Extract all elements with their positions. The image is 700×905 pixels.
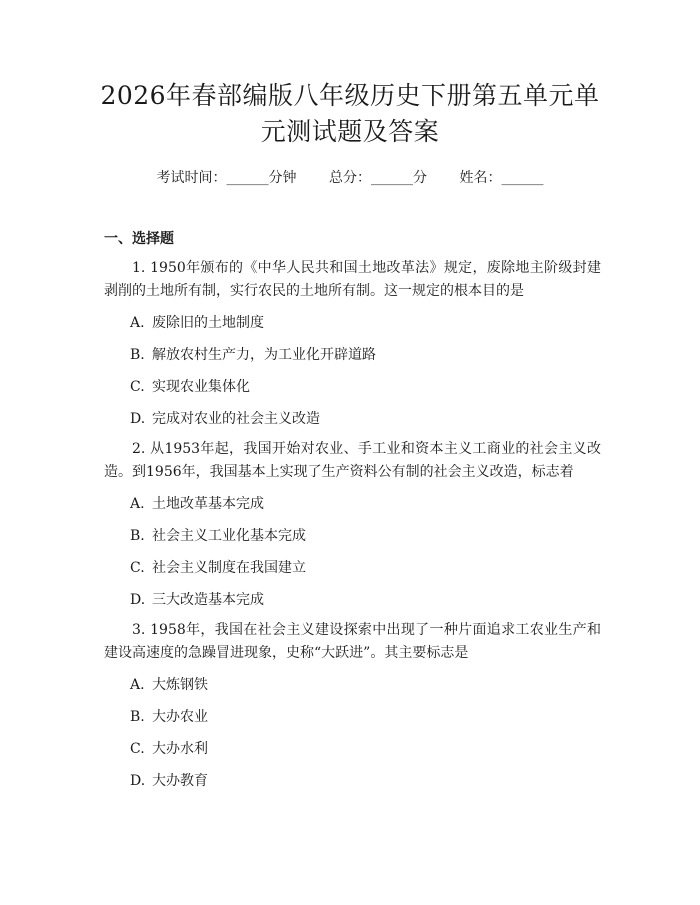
question-text: 从1953年起，我国开始对农业、手工业和资本主义工商业的社会主义改造。到1956年，我国基本上实现了生产资料公有制的社会主义改造，标志着 <box>104 441 601 480</box>
question-3-option-c <box>130 739 208 759</box>
option-text: 土地改革基本完成 <box>152 496 264 512</box>
question-3-option-d <box>130 771 208 791</box>
section-heading-multiple-choice: 一、选择题 <box>104 231 174 247</box>
option-letter: D. <box>130 592 146 608</box>
option-letter: D. <box>130 773 146 789</box>
exam-meta <box>0 168 700 188</box>
option-letter: D. <box>130 411 146 427</box>
option-letter: B. <box>130 709 145 725</box>
option-letter: C. <box>130 560 145 576</box>
option-text: 大办农业 <box>152 709 208 725</box>
option-letter: A. <box>130 677 145 693</box>
question-1 <box>104 257 601 303</box>
option-text: 社会主义制度在我国建立 <box>152 560 306 576</box>
question-1-option-b <box>130 345 376 365</box>
option-text: 三大改造基本完成 <box>152 592 264 608</box>
question-3 <box>104 619 601 665</box>
option-text: 废除旧的土地制度 <box>152 315 264 331</box>
question-2-option-c <box>130 558 306 578</box>
question-1-option-c <box>130 377 250 397</box>
question-2 <box>104 438 601 484</box>
question-number: 3. <box>132 622 146 638</box>
option-text: 大办教育 <box>152 773 208 789</box>
question-number: 2. <box>132 441 146 457</box>
option-text: 社会主义工业化基本完成 <box>152 528 306 544</box>
question-2-option-a <box>130 494 264 514</box>
option-letter: C. <box>130 741 145 757</box>
question-3-option-b <box>130 707 208 727</box>
question-number: 1. <box>132 260 146 276</box>
student-name-label: 姓名：______ <box>459 170 544 186</box>
option-letter: A. <box>130 496 145 512</box>
option-text: 完成对农业的社会主义改造 <box>152 411 320 427</box>
question-text: 1958年，我国在社会主义建设探索中出现了一种片面追求工农业生产和建设高速度的急躁冒进现象，史称“大跃进”。其主要标志是 <box>104 622 601 661</box>
question-1-option-d <box>130 409 320 429</box>
option-text: 大炼钢铁 <box>152 677 208 693</box>
option-text: 解放农村生产力，为工业化开辟道路 <box>152 347 376 363</box>
option-letter: C. <box>130 379 145 395</box>
question-2-option-b <box>130 526 306 546</box>
document-title: 2026年春部编版八年级历史下册第五单元单元测试题及答案 <box>100 81 600 146</box>
option-letter: B. <box>130 528 145 544</box>
question-3-option-a <box>130 675 208 695</box>
total-score-label: 总分：______分 <box>329 170 427 186</box>
option-text: 实现农业集体化 <box>152 379 250 395</box>
option-text: 大办水利 <box>152 741 208 757</box>
exam-time-label: 考试时间：______分钟 <box>156 170 297 186</box>
question-text: 1950年颁布的《中华人民共和国土地改革法》规定，废除地主阶级封建剥削的土地所有制，实行农民的土地所有制。这一规定的根本目的是 <box>104 260 601 299</box>
option-letter: A. <box>130 315 145 331</box>
question-2-option-d <box>130 590 264 610</box>
option-letter: B. <box>130 347 145 363</box>
question-1-option-a <box>130 313 264 333</box>
